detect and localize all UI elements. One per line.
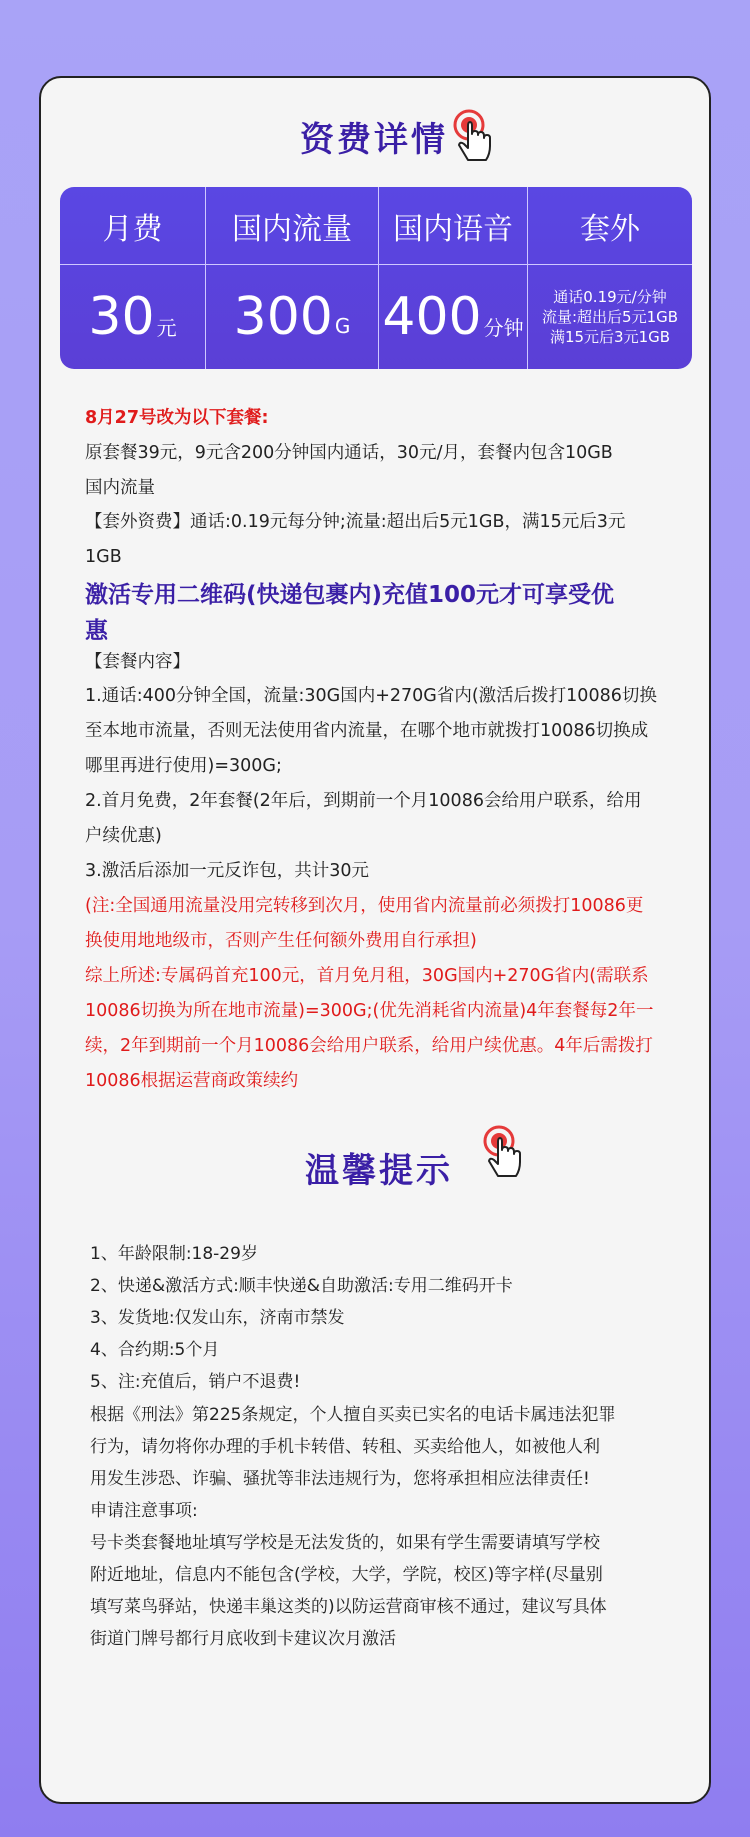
header-domestic-voice: 国内语音: [393, 211, 513, 247]
monthly-fee-unit: 元: [156, 315, 177, 340]
tip-ship-from: 3、发货地:仅发山东，济南市禁发: [90, 1308, 345, 1328]
voice-number: 400: [382, 287, 482, 347]
change-notice: 8月27号改为以下套餐:: [85, 408, 269, 428]
data-value: [206, 265, 378, 369]
data-number: 300: [233, 287, 333, 347]
extra-data-cap: 满15元后3元1GB: [549, 328, 671, 346]
item1-line-2: 至本地市流量，否则无法使用省内流量，在哪个地市就拨打10086切换成: [85, 721, 649, 741]
fees-title: 资费详情: [300, 120, 448, 160]
item3: 3.激活后添加一元反诈包，共计30元: [85, 861, 369, 881]
click-hand-icon: [482, 1124, 526, 1182]
tips-title: 温馨提示: [305, 1151, 453, 1191]
data-unit: G: [334, 314, 351, 338]
extra-data-rate: 流量:超出后5元1GB: [541, 308, 679, 326]
summary-line-4: 10086根据运营商政策续约: [85, 1071, 299, 1091]
click-hand-icon: [452, 108, 496, 166]
apply-line-4: 街道门牌号都行月底收到卡建议次月激活: [90, 1629, 396, 1649]
extra-fee-value: [528, 265, 692, 369]
summary-line-1: 综上所述:专属码首充100元，首月免月租，30G国内+270G省内(需联系: [85, 966, 649, 986]
package-header: 【套餐内容】: [85, 652, 190, 672]
item2-line-2: 户续优惠): [85, 826, 162, 846]
tip-no-refund: 5、注:充值后，销户不退费!: [90, 1372, 301, 1392]
original-plan-line-1: 原套餐39元，9元含200分钟国内通话，30元/月，套餐内包含10GB: [85, 443, 613, 463]
item1-line-3: 哪里再进行使用)=300G;: [85, 756, 282, 776]
monthly-fee-value: [60, 265, 205, 369]
apply-line-1: 号卡类套餐地址填写学校是无法发货的，如果有学生需要请填写学校: [90, 1533, 600, 1553]
voice-value: [379, 265, 527, 369]
tip-age-limit: 1、年龄限制:18-29岁: [90, 1244, 258, 1264]
header-extra: 套外: [580, 211, 640, 247]
apply-line-3: 填写菜鸟驿站，快递丰巢这类的)以防运营商审核不通过，建议写具体: [90, 1597, 607, 1617]
voice-unit: 分钟: [483, 315, 524, 340]
activation-line-2: 惠: [85, 618, 108, 644]
law-line-1: 根据《刑法》第225条规定，个人擅自买卖已实名的电话卡属违法犯罪: [90, 1405, 616, 1425]
tip-delivery: 2、快递&激活方式:顺丰快递&自助激活:专用二维码开卡: [90, 1276, 513, 1296]
note-line-1: (注:全国通用流量没用完转移到次月，使用省内流量前必须拨打10086更: [85, 896, 644, 916]
law-line-2: 行为，请勿将你办理的手机卡转借、转租、买卖给他人，如被他人利: [90, 1437, 600, 1457]
original-plan-line-2: 国内流量: [85, 478, 155, 498]
extra-fee-line-1: 【套外资费】通话:0.19元每分钟;流量:超出后5元1GB，满15元后3元: [85, 512, 626, 532]
extra-fee-line-2: 1GB: [85, 547, 122, 567]
item1-line-1: 1.通话:400分钟全国，流量:30G国内+270G省内(激活后拨打10086切换: [85, 686, 657, 706]
fee-table: [60, 187, 692, 369]
law-line-3: 用发生涉恐、诈骗、骚扰等非法违规行为，您将承担相应法律责任!: [90, 1469, 590, 1489]
monthly-fee-number: 30: [88, 287, 155, 347]
summary-line-3: 续，2年到期前一个月10086会给用户联系，给用户续优惠。4年后需拨打: [85, 1036, 653, 1056]
item2-line-1: 2.首月免费，2年套餐(2年后，到期前一个月10086会给用户联系，给用: [85, 791, 642, 811]
apply-line-2: 附近地址，信息内不能包含(学校，大学，学院，校区)等字样(尽量别: [90, 1565, 603, 1585]
note-line-2: 换使用地地级市，否则产生任何额外费用自行承担): [85, 931, 477, 951]
activation-line-1: 激活专用二维码(快递包裹内)充值100元才可享受优: [85, 582, 615, 608]
tip-contract: 4、合约期:5个月: [90, 1340, 220, 1360]
header-domestic-data: 国内流量: [232, 211, 352, 247]
summary-line-2: 10086切换为所在地市流量)=300G;(优先消耗省内流量)4年套餐每2年一: [85, 1001, 654, 1021]
header-monthly-fee: 月费: [102, 211, 163, 247]
extra-call-rate: 通话0.19元/分钟: [553, 288, 667, 306]
apply-header: 申请注意事项:: [90, 1501, 198, 1521]
